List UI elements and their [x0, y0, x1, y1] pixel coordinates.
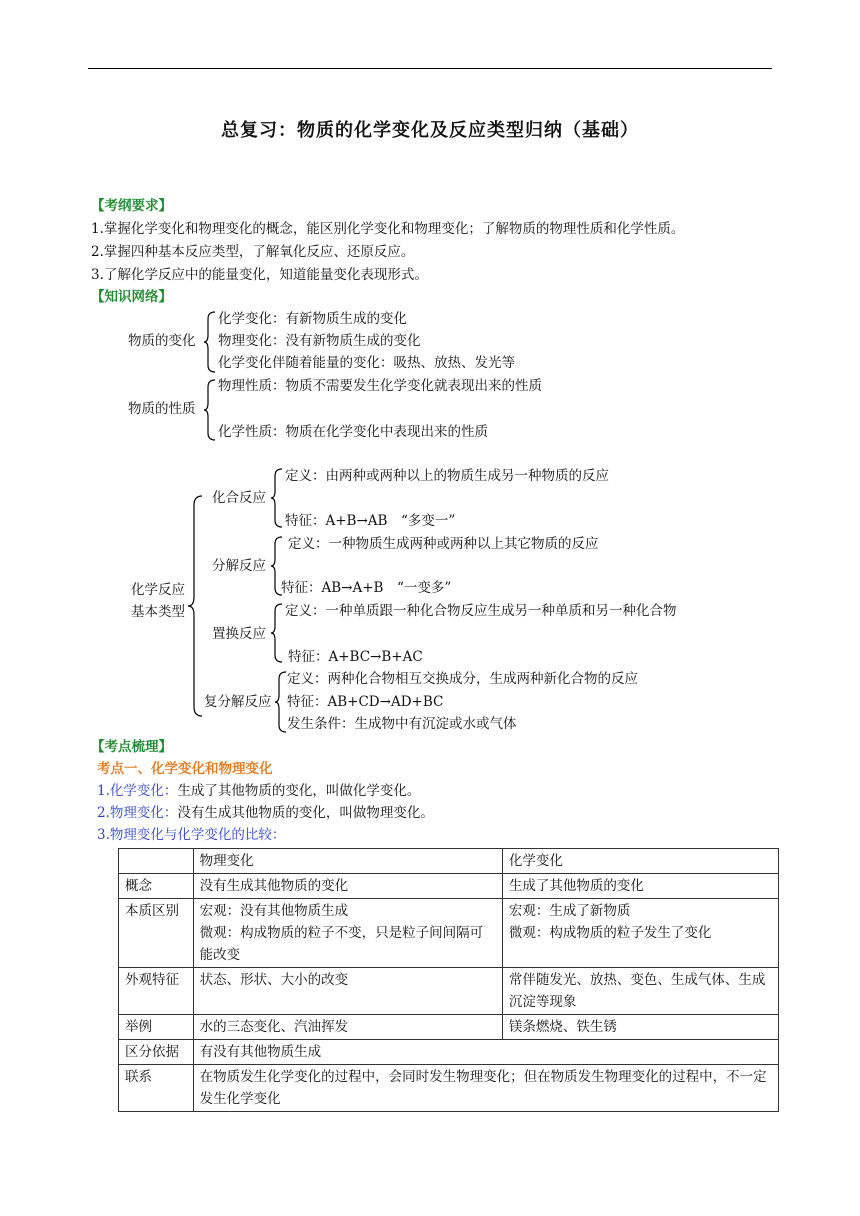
comparison-table — [118, 848, 779, 1112]
table-row — [119, 1065, 779, 1112]
table-cell: 水的三态变化、汽油挥发 — [193, 1015, 502, 1040]
change-brace — [203, 311, 217, 373]
change-item: 化学变化：有新物质生成的变化 — [218, 311, 407, 327]
section-heading-points: 【考点梳理】 — [91, 739, 172, 755]
reaction-type-line: 特征：A+BC→B+AC — [288, 649, 423, 665]
table-row — [119, 849, 779, 874]
reaction-type-line: 发生条件：生成物中有沉淀或水或气体 — [287, 716, 517, 732]
table-cell-line: 宏观：没有其他物质生成 — [199, 903, 349, 919]
property-item: 物理性质：物质不需要发生化学变化就表现出来的性质 — [218, 378, 542, 394]
table-row-label: 概念 — [119, 874, 194, 899]
definition-chemical — [97, 781, 420, 801]
reaction-type-brace — [274, 671, 288, 733]
table-row-label: 外观特征 — [119, 968, 194, 1015]
point-heading: 考点一、化学变化和物理变化 — [97, 761, 273, 777]
property-label: 物质的性质 — [128, 401, 196, 417]
table-cell: 状态、形状、大小的改变 — [193, 968, 502, 1015]
reaction-type-line: 定义：由两种或两种以上的物质生成另一种物质的反应 — [285, 468, 609, 484]
table-row-label: 区分依据 — [119, 1040, 194, 1065]
table-cell: 没有生成其他物质的变化 — [193, 874, 502, 899]
requirement-item: 2.掌握四种基本反应类型，了解氧化反应、还原反应。 — [91, 244, 415, 260]
change-label: 物质的变化 — [128, 333, 196, 349]
table-row — [119, 874, 779, 899]
change-item: 物理变化：没有新物质生成的变化 — [218, 333, 421, 349]
change-item: 化学变化伴随着能量的变化：吸热、放热、发光等 — [218, 355, 515, 371]
comparison-heading: 3.物理变化与化学变化的比较： — [97, 827, 286, 843]
top-rule — [88, 68, 772, 69]
reaction-type-name: 置换反应 — [212, 626, 266, 642]
definition-text: 没有生成其他物质的变化，叫做物理变化。 — [177, 805, 434, 821]
table-header-cell: 物理变化 — [193, 849, 502, 874]
definition-term: 2.物理变化： — [97, 805, 178, 821]
table-row — [119, 1040, 779, 1065]
reaction-type-name: 化合反应 — [212, 490, 266, 506]
definition-term: 1.化学变化： — [97, 783, 178, 799]
definition-physical — [97, 803, 434, 823]
section-heading-network: 【知识网络】 — [91, 289, 172, 305]
table-cell: 在物质发生化学变化的过程中，会同时发生物理变化；但在物质发生物理变化的过程中，不一定发生化学变化 — [193, 1065, 778, 1112]
property-item: 化学性质：物质在化学变化中表现出来的性质 — [218, 424, 488, 440]
reaction-type-line: 定义：两种化合物相互交换成分，生成两种新化合物的反应 — [287, 671, 638, 687]
reaction-type-line: 特征：A+B→AB “多变一” — [285, 513, 456, 529]
table-cell — [119, 849, 194, 874]
table-row — [119, 968, 779, 1015]
table-row — [119, 1015, 779, 1040]
page-title: 总复习：物质的化学变化及反应类型归纳（基础） — [221, 120, 639, 141]
property-brace — [203, 379, 217, 441]
reaction-type-brace — [270, 603, 284, 663]
reaction-type-line: 特征：AB+CD→AD+BC — [287, 694, 444, 710]
requirement-item: 1.掌握化学变化和物理变化的概念，能区别化学变化和物理变化；了解物质的物理性质和化学性质。 — [91, 221, 685, 237]
table-cell: 常伴随发光、放热、变色、生成气体、生成沉淀等现象 — [502, 968, 778, 1015]
table-header-cell: 化学变化 — [502, 849, 778, 874]
table-cell-line: 宏观：生成了新物质 — [508, 903, 631, 919]
table-cell — [502, 899, 778, 968]
table-cell: 镁条燃烧、铁生锈 — [502, 1015, 778, 1040]
table-cell-line: 微观：构成物质的粒子发生了变化 — [508, 925, 712, 941]
reaction-type-brace — [270, 468, 284, 528]
reaction-label: 化学反应 — [131, 582, 185, 598]
table-cell-line: 微观：构成物质的粒子不变，只是粒子间间隔可能改变 — [199, 925, 484, 963]
reaction-main-brace — [186, 495, 204, 717]
table-row-label: 举例 — [119, 1015, 194, 1040]
reaction-type-name: 复分解反应 — [204, 694, 272, 710]
reaction-type-line: 特征：AB→A+B “一变多” — [281, 580, 452, 596]
table-cell: 生成了其他物质的变化 — [502, 874, 778, 899]
reaction-type-line: 定义：一种单质跟一种化合物反应生成另一种单质和另一种化合物 — [285, 603, 677, 619]
table-row-label: 本质区别 — [119, 899, 194, 968]
table-row — [119, 899, 779, 968]
table-cell: 有没有其他物质生成 — [193, 1040, 778, 1065]
definition-text: 生成了其他物质的变化，叫做化学变化。 — [177, 783, 421, 799]
section-heading-requirements: 【考纲要求】 — [91, 198, 172, 214]
reaction-type-name: 分解反应 — [212, 558, 266, 574]
requirement-item: 3.了解化学反应中的能量变化，知道能量变化表现形式。 — [91, 267, 428, 283]
reaction-label: 基本类型 — [131, 604, 185, 620]
table-row-label: 联系 — [119, 1065, 194, 1112]
reaction-type-line: 定义：一种物质生成两种或两种以上其它物质的反应 — [288, 536, 599, 552]
table-cell — [193, 899, 502, 968]
